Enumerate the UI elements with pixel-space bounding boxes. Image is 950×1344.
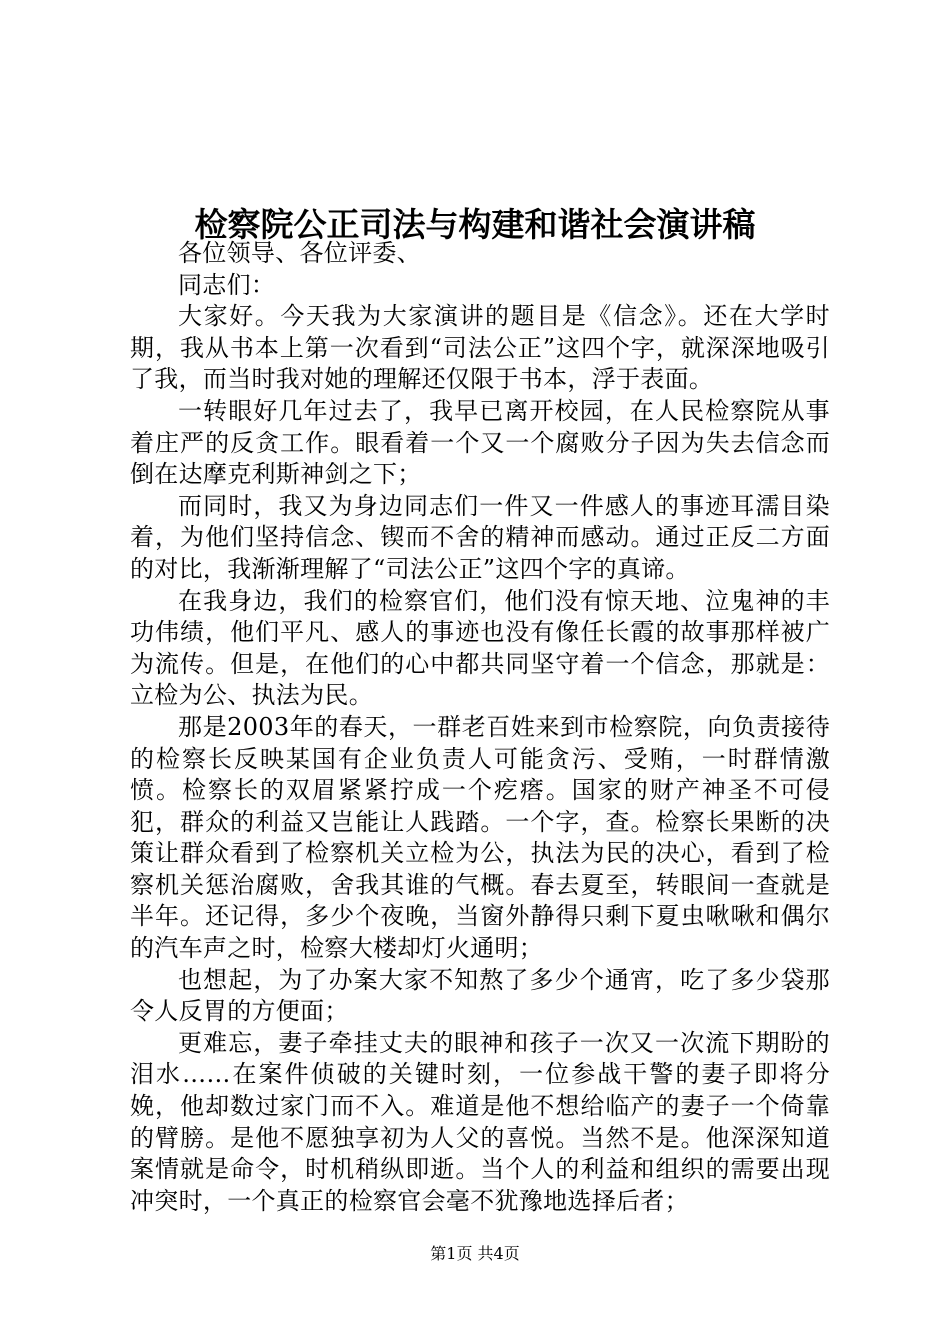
paragraph: 而同时，我又为身边同志们一件又一件感人的事迹耳濡目染着，为他们坚持信念、锲而不舍的精神而感动。通过正反二方面的对比，我渐渐理解了“司法公正”这四个字的真谛。 [130, 491, 830, 583]
paragraph: 也想起，为了办案大家不知熬了多少个通宵，吃了多少袋那令人反胃的方便面； [130, 965, 830, 1026]
document-title: 检察院公正司法与构建和谐社会演讲稿 [194, 205, 756, 245]
salutation-line-2: 同志们： [178, 270, 276, 299]
paragraph: 大家好。今天我为大家演讲的题目是《信念》。还在大学时期，我从书本上第一次看到“司法公正”这四个字，就深深地吸引了我，而当时我对她的理解还仅限于书本，浮于表面。 [130, 302, 830, 394]
page-number-footer: 第1页 共4页 [430, 1244, 520, 1263]
salutation-line-1: 各位领导、各位评委、 [178, 239, 421, 267]
document-body [130, 238, 830, 1217]
paragraph: 那是2003年的春天，一群老百姓来到市检察院，向负责接待的检察长反映某国有企业负责人可能贪污、受贿，一时群情激愤。检察长的双眉紧紧拧成一个疙瘩。国家的财产神圣不可侵犯，群众的利益又岂能让人践踏。一个字，查。检察长果断的决策让群众看到了检察机关立检为公，执法为民的决心，看到了检察机关惩治腐败，舍我其谁的气概。春去夏至，转眼间一查就是半年。还记得，多少个夜晚，当窗外静得只剩下夏虫啾啾和偶尔的汽车声之时，检察大楼却灯火通明； [130, 712, 830, 963]
paragraph: 一转眼好几年过去了，我早已离开校园，在人民检察院从事着庄严的反贪工作。眼看着一个又一个腐败分子因为失去信念而倒在达摩克利斯神剑之下； [130, 396, 830, 489]
paragraph: 更难忘，妻子牵挂丈夫的眼神和孩子一次又一次流下期盼的泪水……在案件侦破的关键时刻，一位参战干警的妻子即将分娩，他却数过家门而不入。难道是他不想给临产的妻子一个倚靠的臂膀。是他不愿独享初为人父的喜悦。当然不是。他深深知道案情就是命令，时机稍纵即逝。当个人的利益和组织的需要出现冲突时，一个真正的检察官会毫不犹豫地选择后者； [130, 1028, 830, 1215]
paragraph: 在我身边，我们的检察官们，他们没有惊天地、泣鬼神的丰功伟绩，他们平凡、感人的事迹也没有像任长霞的故事那样被广为流传。但是，在他们的心中都共同坚守着一个信念，那就是：立检为公、执法为民。 [130, 586, 830, 710]
